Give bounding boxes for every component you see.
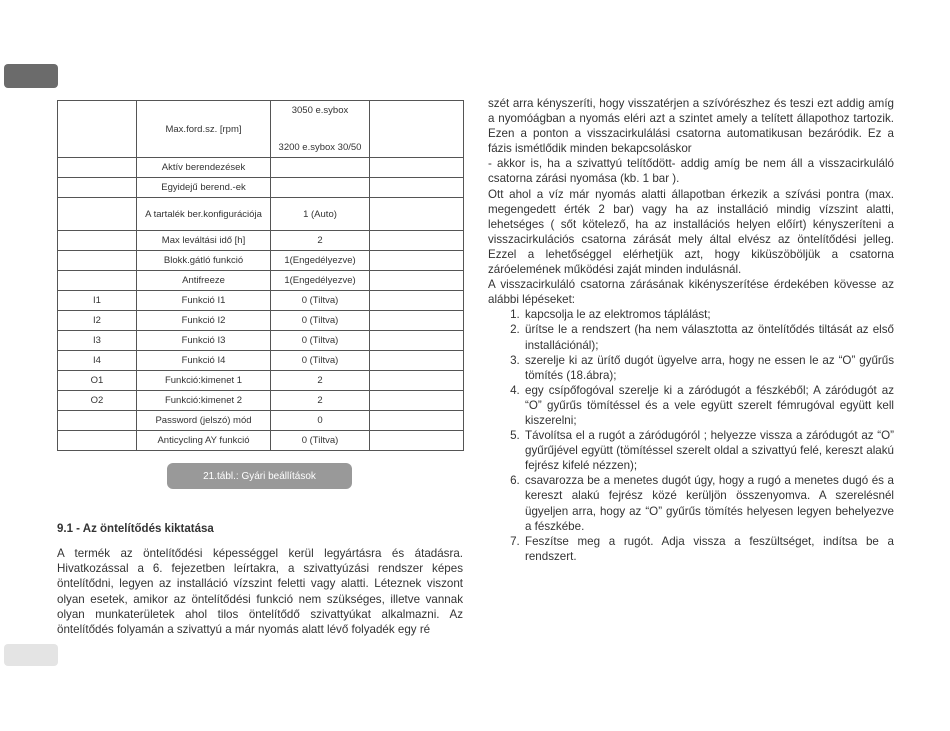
table-row [58, 431, 464, 451]
table-row [58, 391, 464, 411]
paragraph: Ott ahol a víz már nyomás alatti állapotban érkezik a szívási pontra (max. megengedett érték 2 bar) vagy ha az installáció mindig vízszint alatti, lehetséges ( sőt kötelező, ha az installációs helyen előírt) kényszeríteni a visszacirkulációs csatorna zárását mely által elvész az öntelítődési jelleg. Ezzel a lehetőséggel elérhetjük azt, hogy kiküszöböljük a csatorna záróelemének működési zaját minden indulásnál. [488, 187, 894, 277]
value-cell: 0 (Tiltva) [271, 291, 370, 311]
table-row [58, 178, 464, 198]
code-cell [58, 198, 137, 231]
note-cell [370, 291, 464, 311]
value-cell: 0 (Tiltva) [271, 331, 370, 351]
paragraph: A visszacirkuláló csatorna zárásának kikényszerítése érdekében kövesse az alábbi lépéseket: [488, 278, 894, 307]
note-cell [370, 231, 464, 251]
note-cell [370, 158, 464, 178]
code-cell: I1 [58, 291, 137, 311]
code-cell: I2 [58, 311, 137, 331]
value-cell: 1 (Auto) [271, 198, 370, 231]
table-row [58, 351, 464, 371]
value-cell [271, 178, 370, 198]
code-cell: O1 [58, 371, 137, 391]
steps-list [488, 307, 894, 564]
table-row [58, 158, 464, 178]
code-cell: I3 [58, 331, 137, 351]
list-item: 1. kapcsolja le az elektromos táplálást; [523, 307, 894, 322]
list-item: 7. Feszítse meg a rugót. Adja vissza a feszültséget, indítsa be a rendszert. [523, 534, 894, 564]
value-cell: 0 (Tiltva) [271, 431, 370, 451]
parameter-cell: Funkció I4 [137, 351, 271, 371]
code-cell [58, 251, 137, 271]
value-cell: 2 [271, 391, 370, 411]
value-cell: 0 (Tiltva) [271, 311, 370, 331]
code-cell [58, 411, 137, 431]
note-cell [370, 198, 464, 231]
parameter-cell: Egyidejű berend.-ek [137, 178, 271, 198]
note-cell [370, 391, 464, 411]
paragraph: szét arra kényszeríti, hogy visszatérjen a szívórészhez és teszi ezt addig amíg a nyomóágban a nyomás eléri azt a szintet amely a telített állapothoz tartozik. Ezen a ponton a visszacirkulálási csatorna automatikusan bezáródik. Ez a fázis ismétlődik minden bekapcsoláskor [488, 97, 894, 156]
table-row [58, 231, 464, 251]
table-row [58, 251, 464, 271]
value-line: 3200 e.sybox 30/50 [278, 142, 362, 153]
note-cell [370, 431, 464, 451]
parameter-cell: Funkció:kimenet 1 [137, 371, 271, 391]
value-cell [271, 158, 370, 178]
factory-settings-table [57, 100, 464, 451]
value-cell: 2 [271, 371, 370, 391]
table-row [58, 331, 464, 351]
code-cell: I4 [58, 351, 137, 371]
note-cell [370, 351, 464, 371]
value-line: 3050 e.sybox [291, 105, 349, 116]
paragraph: - akkor is, ha a szivattyú telítődött- addig amíg be nem áll a visszacirkuláló csatorna zárási nyomása (kb. 1 bar ). [488, 157, 894, 186]
parameter-cell: Funkció I1 [137, 291, 271, 311]
parameter-cell: Anticycling AY funkció [137, 431, 271, 451]
note-cell [370, 331, 464, 351]
list-item: 2. ürítse le a rendszert (ha nem választotta az öntelítődés tiltását az első installációnál); [523, 322, 894, 352]
value-cell: 0 [271, 411, 370, 431]
parameter-cell: Antifreeze [137, 271, 271, 291]
value-cell: 2 [271, 231, 370, 251]
code-cell: O2 [58, 391, 137, 411]
list-item: 3. szerelje ki az ürítő dugót ügyelve arra, hogy ne essen le az “O” gyűrűs tömítés (18.ábra); [523, 353, 894, 383]
parameter-cell: Funkció I3 [137, 331, 271, 351]
value-cell [271, 101, 370, 158]
table-row [58, 271, 464, 291]
code-cell [58, 231, 137, 251]
section-heading: 9.1 - Az öntelítődés kiktatása [57, 523, 214, 535]
parameter-cell: Blokk.gátló funkció [137, 251, 271, 271]
parameter-cell: Funkció I2 [137, 311, 271, 331]
table-row [58, 198, 464, 231]
table-row [58, 371, 464, 391]
code-cell [58, 431, 137, 451]
parameter-cell: Aktív berendezések [137, 158, 271, 178]
note-cell [370, 271, 464, 291]
parameter-cell: Max leváltási idő [h] [137, 231, 271, 251]
value-cell: 0 (Tiltva) [271, 351, 370, 371]
list-item: 5. Távolítsa el a rugót a záródugóról ; helyezze vissza a záródugót az “O” gyűrűjével együtt (tömítéssel szerelt oldal a szivattyú felé, kereszt alakú fejrész kifelé nézzen); [523, 428, 894, 473]
parameter-cell: Password (jelszó) mód [137, 411, 271, 431]
note-cell [370, 251, 464, 271]
note-cell [370, 311, 464, 331]
table-row [58, 411, 464, 431]
code-cell [58, 158, 137, 178]
table-caption: 21.tábl.: Gyári beállítások [167, 463, 352, 489]
code-cell [58, 101, 137, 158]
parameter-cell: Max.ford.sz. [rpm] [137, 101, 271, 158]
table-row [58, 291, 464, 311]
note-cell [370, 371, 464, 391]
list-item: 6. csavarozza be a menetes dugót úgy, hogy a rugó a menetes dugó és a kereszt alakú fejrész közé kerüljön összenyomva. A szerelésnél ügyeljen arra, hogy az “O” gyűrűs tömítés helyesen legyen behelyezve a fészkébe. [523, 473, 894, 533]
value-cell: 1(Engedélyezve) [271, 251, 370, 271]
value-cell: 1(Engedélyezve) [271, 271, 370, 291]
parameter-cell: Funkció:kimenet 2 [137, 391, 271, 411]
table-row [58, 101, 464, 158]
code-cell [58, 178, 137, 198]
parameter-cell: A tartalék ber.konfigurációja [137, 198, 271, 231]
note-cell [370, 178, 464, 198]
right-column [488, 96, 894, 564]
table-row [58, 311, 464, 331]
code-cell [58, 271, 137, 291]
note-cell [370, 411, 464, 431]
page-tab-marker [4, 64, 58, 88]
list-item: 4. egy csípőfogóval szerelje ki a záródugót a fészkéből; A záródugót az “O” gyűrűs tömítéssel és a vele együtt szerelt fémrugóval együtt kell kiszerelni; [523, 383, 894, 428]
note-cell [370, 101, 464, 158]
page-number-marker [4, 644, 58, 666]
section-paragraph: A termék az öntelítődési képességgel kerül legyártásra és átadásra. Hivatkozással a 6. fejezetben leírtakra, a szivattyúzási rendszer képes öntelítődni, legyen az installáció vízszint feletti vagy alatti. Léteznek viszont olyan esetek, amikor az öntelítődési funkció nem szükséges, illetve vannak olyan munkaterületek ahol tilos öntelítődő szivattyúkat alkalmazni. Az öntelítődés folyamán a szivattyú a már nyomás alatt lévő folyadék egy ré [57, 547, 463, 637]
